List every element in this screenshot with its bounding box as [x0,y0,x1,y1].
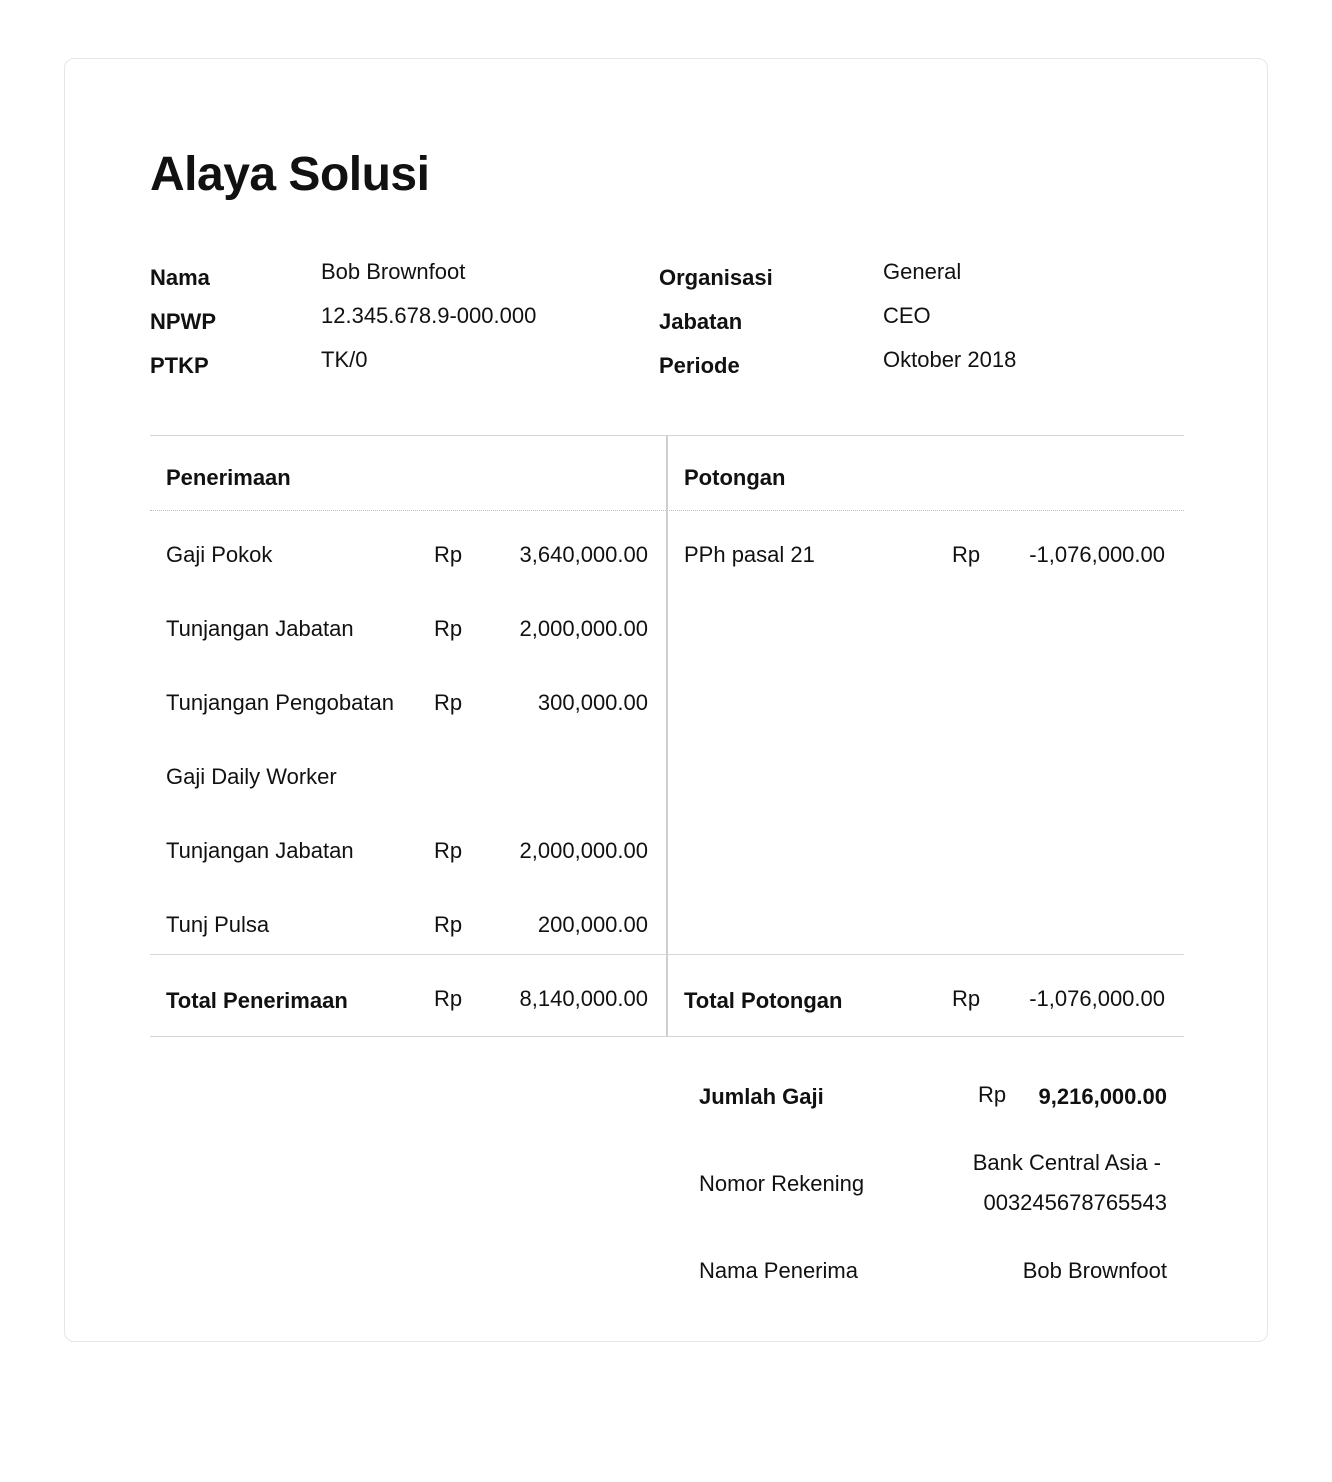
info-label-periode: Periode [659,353,740,378]
potongan-item-currency: Rp [952,542,981,567]
potongan-item-label: PPh pasal 21 [684,542,815,567]
penerimaan-item-currency: Rp [434,616,463,641]
info-value-ptkp: TK/0 [321,347,368,372]
penerimaan-item-currency: Rp [434,542,463,567]
info-value-periode: Oktober 2018 [883,347,1017,372]
info-value-organisasi: General [883,259,962,284]
potongan-item-amount: -1,076,000.00 [1029,542,1165,567]
penerimaan-item-label: Tunjangan Jabatan [166,616,354,641]
info-label-ptkp: PTKP [150,353,209,378]
penerimaan-item-currency: Rp [434,690,463,715]
company-name: Alaya Solusi [150,148,430,201]
total-potongan-currency: Rp [952,986,981,1011]
penerimaan-item-amount: 300,000.00 [537,690,648,715]
penerimaan-item-label: Gaji Pokok [166,542,273,567]
penerimaan-item-amount: 2,000,000.00 [519,616,648,641]
penerimaan-item-label: Gaji Daily Worker [166,764,337,789]
penerimaan-item-label: Tunjangan Pengobatan [166,690,394,715]
info-label-organisasi: Organisasi [659,265,773,290]
info-label-nama: Nama [150,265,210,290]
nama-penerima-label: Nama Penerima [699,1258,858,1283]
nomor-rekening-label: Nomor Rekening [699,1171,865,1196]
payslip-card [64,58,1268,1342]
info-label-jabatan: Jabatan [659,309,743,334]
nomor-rekening-number: 003245678765543 [983,1190,1167,1215]
penerimaan-item-label: Tunjangan Jabatan [166,838,354,863]
jumlah-gaji-amount: 9,216,000.00 [1038,1084,1167,1109]
potongan-heading: Potongan [684,465,786,490]
total-penerimaan-currency: Rp [434,986,463,1011]
total-potongan-amount: -1,076,000.00 [1029,986,1165,1011]
penerimaan-item-currency: Rp [434,838,463,863]
penerimaan-item-amount: 200,000.00 [537,912,648,937]
penerimaan-item-amount: 2,000,000.00 [519,838,648,863]
penerimaan-item-amount: 3,640,000.00 [519,542,648,567]
nomor-rekening-bank: Bank Central Asia - [972,1150,1161,1175]
info-value-nama: Bob Brownfoot [321,259,466,284]
nama-penerima-value: Bob Brownfoot [1022,1258,1167,1283]
total-penerimaan-amount: 8,140,000.00 [519,986,648,1011]
penerimaan-item-label: Tunj Pulsa [166,912,270,937]
penerimaan-heading: Penerimaan [166,465,291,490]
table-column-divider [666,435,668,1037]
penerimaan-item-currency: Rp [434,912,463,937]
info-value-jabatan: CEO [883,303,931,328]
jumlah-gaji-currency: Rp [978,1082,1007,1107]
jumlah-gaji-label: Jumlah Gaji [699,1084,824,1109]
info-value-npwp: 12.345.678.9-000.000 [321,303,537,328]
total-potongan-label: Total Potongan [684,988,843,1013]
info-label-npwp: NPWP [150,309,216,334]
total-penerimaan-label: Total Penerimaan [166,988,348,1013]
